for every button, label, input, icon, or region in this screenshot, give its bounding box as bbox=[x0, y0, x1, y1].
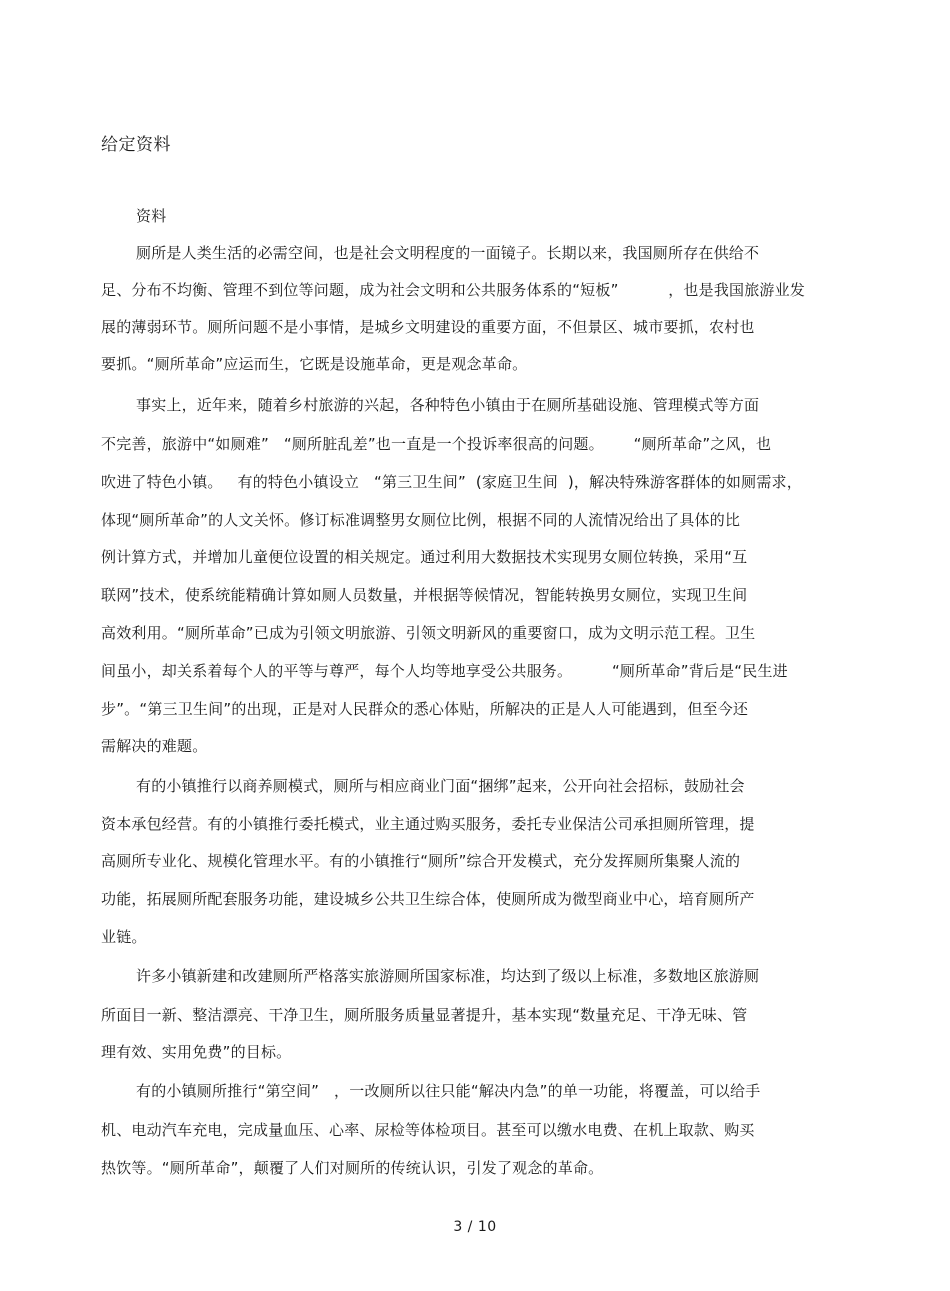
text-line: 资本承包经营。有的小镇推行委托模式，业主通过购买服务，委托专业保洁公司承担厕所管理，提 bbox=[101, 815, 755, 833]
text-line: 联网”技术，使系统能精确计算如厕人员数量，并根据等候情况，智能转换男女厕位，实现卫生间 bbox=[101, 586, 748, 604]
text-line: 有的小镇厕所推行“第空间” ，一改厕所以往只能“解决内急”的单一功能，将覆盖，可以给手 bbox=[136, 1082, 761, 1100]
text-line: 许多小镇新建和改建厕所严格落实旅游厕所国家标准，均达到了级以上标准，多数地区旅游厕 bbox=[136, 967, 760, 985]
text-line: 高效利用。“厕所革命”已成为引领文明旅游、引领文明新风的重要窗口，成为文明示范工程。卫生 bbox=[101, 624, 756, 642]
text-line: 机、电动汽车充电，完成量血压、心率、尿检等体检项目。甚至可以缴水电费、在机上取款、购买 bbox=[101, 1121, 755, 1139]
text-line: 业链。 bbox=[101, 928, 147, 946]
page-heading: 给定资料 bbox=[101, 135, 171, 155]
text-line: 步”。“第三卫生间”的出现，正是对人民群众的悉心体贴，所解决的正是人人可能遇到，但至今还 bbox=[101, 700, 749, 718]
page-number: 3 / 10 bbox=[453, 1219, 497, 1235]
text-line: 需解决的难题。 bbox=[101, 737, 208, 755]
text-line: 厕所是人类生活的必需空间，也是社会文明程度的一面镜子。长期以来，我国厕所存在供给不 bbox=[136, 244, 760, 262]
text-line: 所面目一新、整洁漂亮、干净卫生，厕所服务质量显著提升，基本实现“数量充足、干净无味、管 bbox=[101, 1006, 748, 1024]
text-line: 高厕所专业化、规模化管理水平。有的小镇推行“厕所”综合开发模式，充分发挥厕所集聚人流的 bbox=[101, 852, 741, 870]
text-line: 热饮等。“厕所革命”，颠覆了人们对厕所的传统认识，引发了观念的革命。 bbox=[101, 1159, 604, 1177]
text-line: 有的小镇推行以商养厕模式，厕所与相应商业门面“捆绑”起来，公开向社会招标，鼓励社会 bbox=[136, 777, 745, 795]
text-line: 间虽小，却关系着每个人的平等与尊严，每个人均等地享受公共服务。 “厕所革命”背后是“民生进 bbox=[101, 662, 788, 680]
text-line: 例计算方式，并增加儿童便位设置的相关规定。通过利用大数据技术实现男女厕位转换，采用“互 bbox=[101, 548, 748, 566]
text-line: 要抓。“厕所革命”应运而生，它既是设施革命，更是观念革命。 bbox=[101, 355, 528, 373]
text-line: 吹进了特色小镇。 有的特色小镇设立 “第三卫生间” (家庭卫生间 )，解决特殊游客群体的如厕需求， bbox=[101, 473, 802, 491]
text-line: 足、分布不均衡、管理不到位等问题，成为社会文明和公共服务体系的“短板” ，也是我国旅游业发 bbox=[101, 281, 806, 299]
text-line: 体现“厕所革命”的人文关怀。修订标准调整男女厕位比例，根据不同的人流情况给出了具体的比 bbox=[101, 511, 741, 529]
section-label: 资料 bbox=[136, 207, 167, 225]
text-line: 事实上，近年来，随着乡村旅游的兴起，各种特色小镇由于在厕所基础设施、管理模式等方面 bbox=[136, 396, 760, 414]
text-line: 功能，拓展厕所配套服务功能，建设城乡公共卫生综合体，使厕所成为微型商业中心，培育厕所产 bbox=[101, 890, 755, 908]
text-line: 不完善，旅游中“如厕难” “厕所脏乱差”也一直是一个投诉率很高的问题。 “厕所革命”之风，也 bbox=[101, 435, 772, 453]
text-line: 展的薄弱环节。厕所问题不是小事情，是城乡文明建设的重要方面，不但景区、城市要抓，农村也 bbox=[101, 318, 755, 336]
text-line: 理有效、实用免费”的目标。 bbox=[101, 1043, 292, 1061]
